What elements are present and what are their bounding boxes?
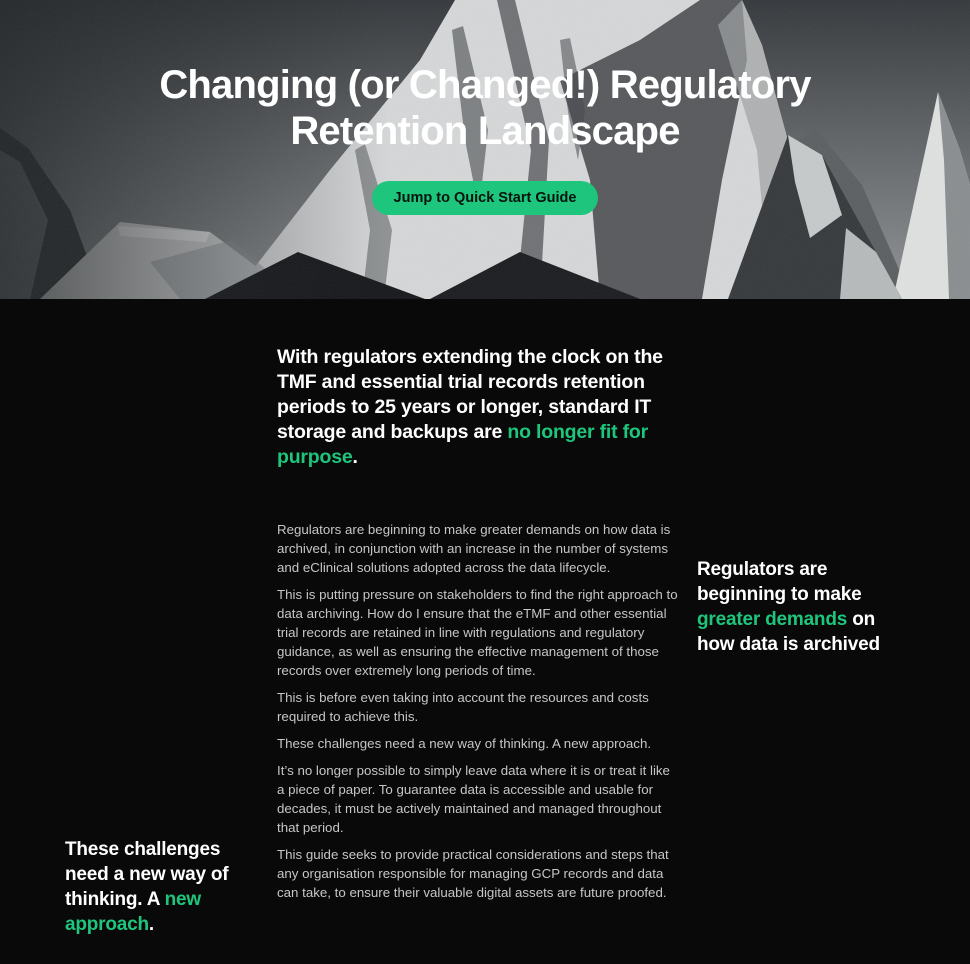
accent-text: greater demands — [697, 609, 848, 630]
accent-text: no longer fit for purpose — [277, 421, 649, 468]
pullquote-left — [65, 837, 261, 937]
page-title-line1: Changing (or Changed!) Regulatory — [159, 63, 811, 107]
text-segment: With regulators extending the clock on the TMF and essential trial records retention periods to 25 years or longer, standard IT storage and backups are — [277, 346, 663, 443]
body-paragraph: This is putting pressure on stakeholders to find the right approach to data archiving. How do I ensure that the eTMF and other essential trial records are retained in line with regulations and regulatory guidance, as well as ensuring the effective management of those records over extremely long periods of time. — [277, 587, 678, 678]
pullquote-right — [697, 557, 893, 657]
text-segment: Regulators are beginning to make — [697, 559, 862, 605]
hero-content — [0, 0, 970, 215]
page-title — [159, 62, 810, 154]
body-paragraph: This is before even taking into account the resources and costs required to achieve this. — [277, 690, 649, 724]
body-paragraph: These challenges need a new way of thinking. A new approach. — [277, 736, 652, 751]
page-title-line2: Retention Landscape — [290, 109, 680, 153]
hero-section — [0, 0, 970, 299]
text-segment: . — [148, 914, 155, 935]
intro-standfirst — [277, 345, 677, 470]
body-paragraph: This guide seeks to provide practical considerations and steps that any organisation responsible for managing GCP records and data can take, to ensure their valuable digital assets are future proofed. — [277, 847, 669, 900]
accent-text: new approach — [65, 889, 201, 935]
body-paragraph: It’s no longer possible to simply leave data where it is or treat it like a piece of paper. To guarantee data is accessible and usable for decades, it must be actively maintained and managed throughout that period. — [277, 763, 670, 835]
jump-to-quick-start-button[interactable]: Jump to Quick Start Guide — [372, 181, 599, 215]
text-segment: These challenges need a new way of thinking. A — [65, 839, 229, 910]
text-segment: on how data is archived — [697, 609, 880, 655]
body-paragraph: Regulators are beginning to make greater demands on how data is archived, in conjunction with an increase in the number of systems and eClinical solutions adopted across the data lifecycle. — [277, 522, 671, 575]
text-segment: . — [352, 446, 358, 468]
body-copy — [277, 520, 678, 910]
